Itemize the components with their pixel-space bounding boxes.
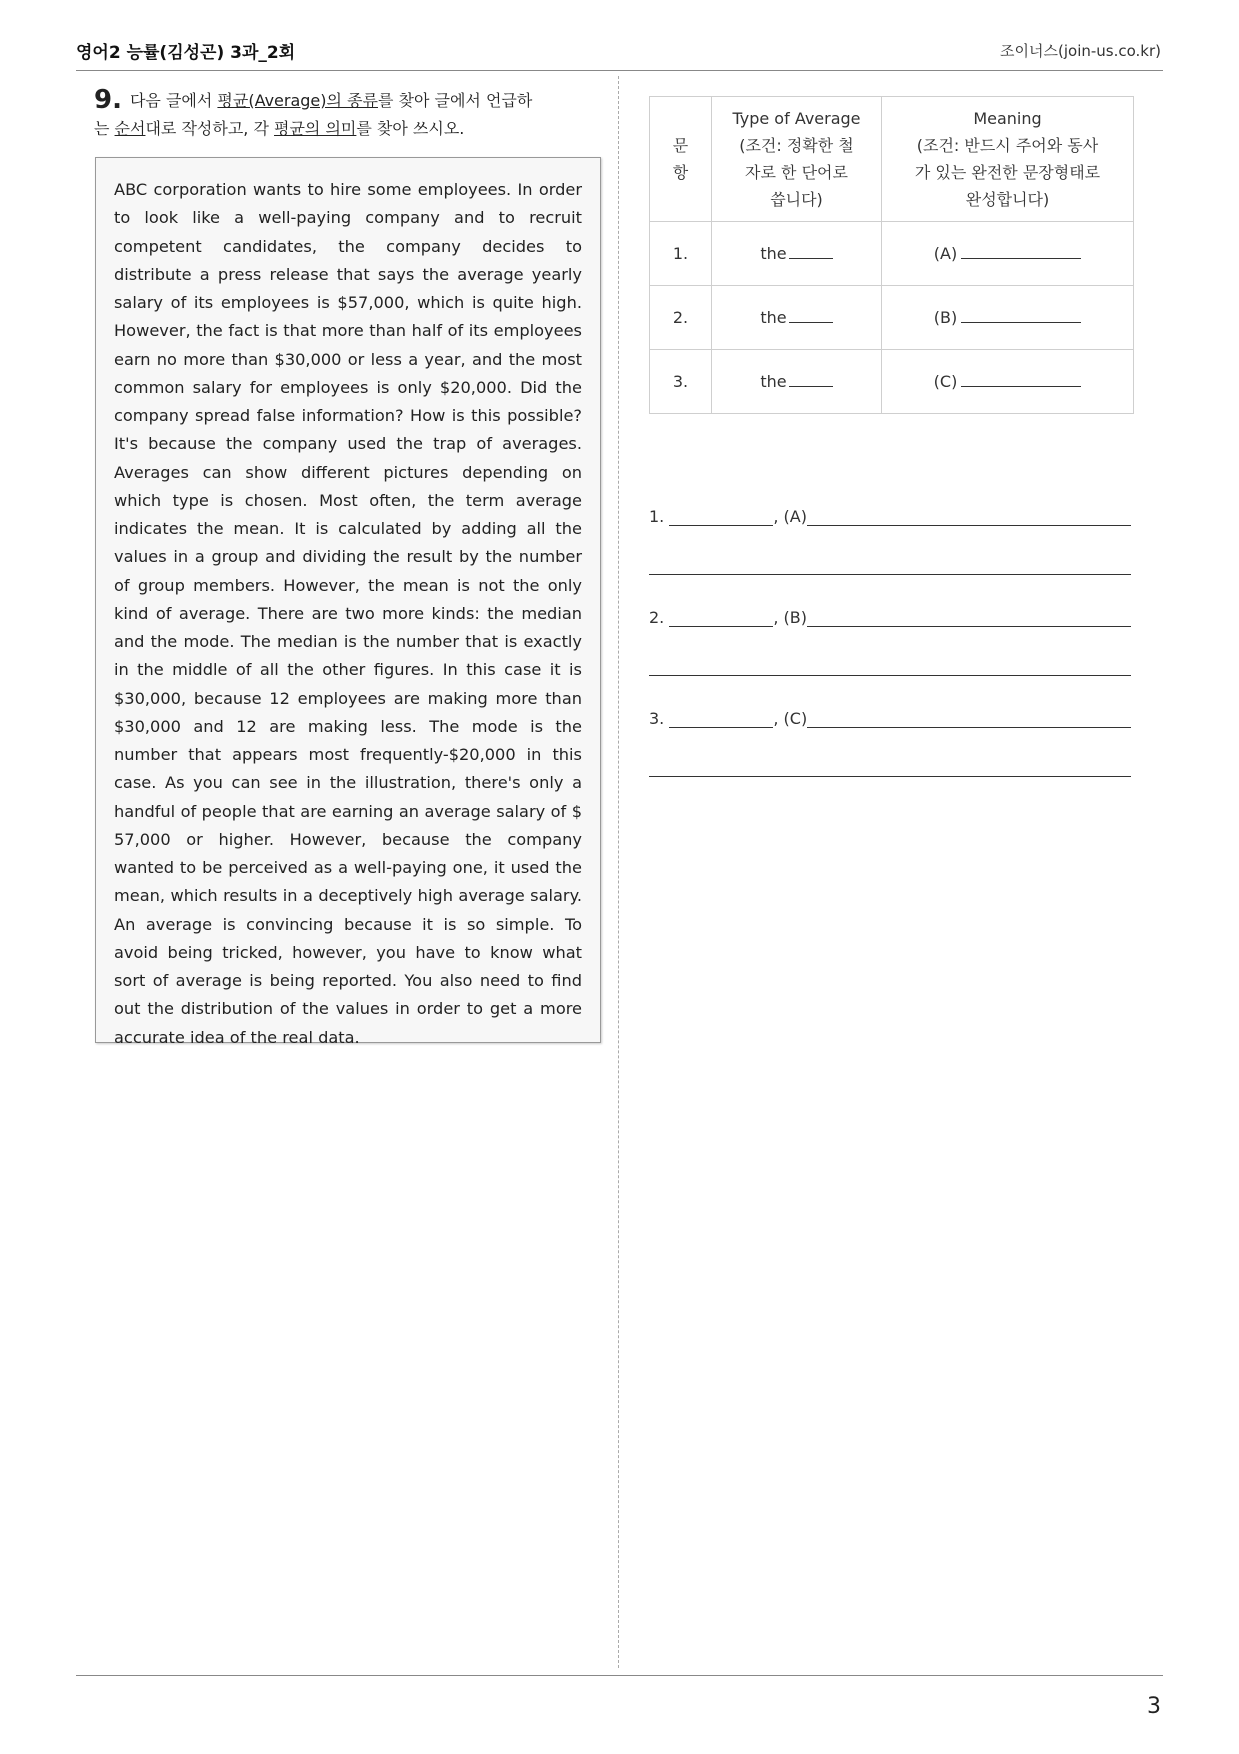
header-title: 영어2 능률(김성곤) 3과_2회: [76, 43, 296, 63]
header-divider: [76, 70, 1163, 71]
footer-divider: [76, 1675, 1163, 1676]
passage-box: [95, 157, 601, 1047]
prompt-underline: 순서: [114, 119, 146, 138]
meaning-blank[interactable]: [961, 373, 1081, 387]
type-blank[interactable]: [789, 373, 833, 387]
header-number-label: 문 항: [672, 136, 689, 182]
answer-label: , (B): [773, 608, 807, 627]
prompt-underline: 평균의 의미: [274, 119, 357, 138]
row-meaning-cell: [882, 286, 1134, 350]
row-meaning-cell: [882, 350, 1134, 414]
row-meaning-cell: [882, 222, 1134, 286]
row-meaning-label: (C): [933, 372, 958, 391]
prompt-text: 를 찾아 글에서 언급하: [377, 91, 533, 110]
answer-table: [649, 96, 1134, 414]
header-cell-number: [650, 97, 712, 222]
row-type-cell: [712, 286, 882, 350]
answer-label: , (C): [773, 709, 808, 728]
table-row: [650, 222, 1134, 286]
answer-meaning-blank[interactable]: [807, 609, 1131, 627]
answer-meaning-blank[interactable]: [807, 508, 1131, 526]
row-type-cell: [712, 222, 882, 286]
prompt-text: 대로 작성하고, 각: [145, 119, 275, 138]
row-meaning-label: (A): [933, 244, 958, 263]
row-number: 1.: [650, 222, 712, 286]
page-number: 3: [1147, 1694, 1161, 1719]
header-type-label: Type of Average (조건: 정확한 철 자로 한 단어로 씁니다): [732, 109, 861, 209]
meaning-blank[interactable]: [961, 309, 1081, 323]
answer-line-1: [649, 500, 1131, 526]
column-divider: [618, 76, 619, 1668]
type-blank[interactable]: [789, 309, 833, 323]
prompt-text: 를 찾아 쓰시오.: [356, 119, 465, 138]
question-number: 9.: [94, 85, 122, 115]
answer-label: , (A): [773, 507, 807, 526]
row-type-label: the: [760, 372, 787, 391]
header-site: 조이너스(join-us.co.kr): [1000, 42, 1161, 60]
answer-continuation-line[interactable]: [649, 776, 1131, 777]
row-number: 3.: [650, 350, 712, 414]
answer-line-2: [649, 601, 1131, 627]
row-number: 2.: [650, 286, 712, 350]
row-type-cell: [712, 350, 882, 414]
row-type-label: the: [760, 308, 787, 327]
answer-type-blank[interactable]: [669, 609, 773, 627]
header-cell-meaning: [882, 97, 1134, 222]
table-header-row: [650, 97, 1134, 222]
answer-type-blank[interactable]: [669, 508, 773, 526]
table-row: [650, 286, 1134, 350]
answer-continuation-line[interactable]: [649, 675, 1131, 676]
row-meaning-label: (B): [933, 308, 958, 327]
meaning-blank[interactable]: [961, 245, 1081, 259]
answer-type-blank[interactable]: [669, 710, 773, 728]
header-meaning-label: Meaning (조건: 반드시 주어와 동사 가 있는 완전한 문장형태로 완성합니다): [914, 109, 1101, 209]
answer-line-3: [649, 702, 1131, 728]
table-row: [650, 350, 1134, 414]
answer-number: 2.: [649, 608, 665, 627]
passage-text: ABC corporation wants to hire some employees. In order to look like a well-paying company and to recruit competent candidates, the company decides to distribute a press release that says the average yearly salary of its employees is $57,000, which is quite high. However, the fact is that more than half of its employees earn no more than $30,000 or less a year, and the most common salary for employees is only $20,000. Did the company spread false information? How is this possible? It's because the company used the trap of averages. Averages can show different pictures depending on which type is chosen. Most often, the term average indicates the mean. It is calculated by adding all the values in a group and dividing the result by the number of group members. However, the mean is not the only kind of average. There are two more kinds: the median and the mode. The median is the number that is exactly in the middle of all the other figures. In this case it is $30,000, because 12 employees are making more than $30,000 and 12 are making less. The mode is the number that appears most frequently-$20,000 in this case. As you can see in the illustration, there's only a handful of people that are earning an average salary of $ 57,000 or higher. However, because the company wanted to be perceived as a well-paying one, it used the mean, which results in a deceptively high average salary. An average is convincing because it is so simple. To avoid being tricked, however, you have to know what sort of average is being reported. You also need to find out the distribution of the values in order to get a more accurate idea of the real data.: [114, 180, 582, 1047]
header-cell-type: [712, 97, 882, 222]
question-prompt: [94, 86, 594, 143]
type-blank[interactable]: [789, 245, 833, 259]
answer-number: 3.: [649, 709, 665, 728]
answer-continuation-line[interactable]: [649, 574, 1131, 575]
prompt-text: 다음 글에서: [129, 91, 218, 110]
row-type-label: the: [760, 244, 787, 263]
prompt-underline: 평균(Average)의 종류: [217, 91, 378, 110]
answer-meaning-blank[interactable]: [807, 710, 1131, 728]
prompt-text: 는: [94, 119, 115, 138]
answer-number: 1.: [649, 507, 665, 526]
